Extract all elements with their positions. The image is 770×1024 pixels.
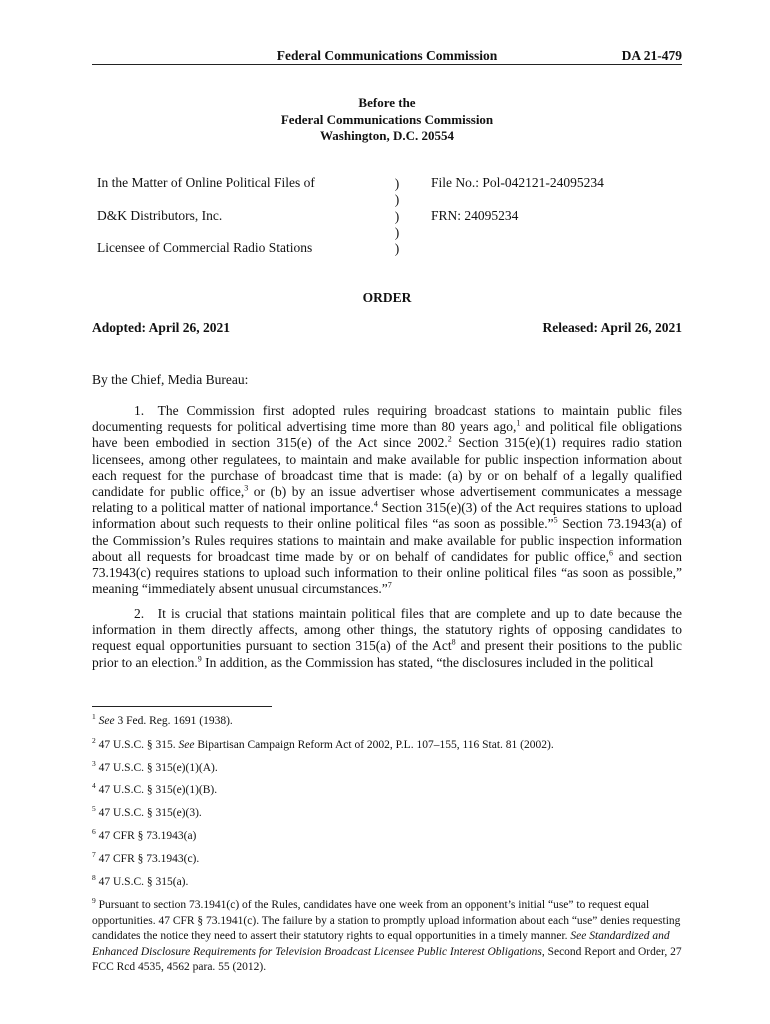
footnote-signal: See [98,715,115,727]
para-text: Section 315(e)(3) of the Act requires stations to upload information about such requests to their online political files “as soon as possible.” [92,500,682,532]
before-line: Before the [358,95,416,110]
footnote-ref[interactable]: 9 [197,654,202,664]
caption-licensee: Licensee of Commercial Radio Stations [97,240,313,255]
footnote-number: 2 [92,736,96,746]
para-text: Section 315(e)(1) requires radio station licensees, among other regulatees, to maintain and make available for public inspection information about each request for the purchase of broadcast time that is made: (a) by or on behalf of a legally qualified candidate for public office, [92,435,682,500]
footnote-ref[interactable]: 1 [516,418,521,428]
footnote-ref[interactable]: 4 [373,499,378,509]
footnote-text: 47 U.S.C. § 315(a). [95,876,189,888]
paren: ) [394,224,400,240]
paragraph-1 [92,403,682,597]
para-text: Section 73.1943(a) of the Commission’s Rules requires stations to maintain and make available for public inspection information about all requests for broadcast time made by or on behalf of candidates for public office, [92,516,682,564]
footnote-4 [92,783,682,799]
footnote-number: 5 [92,804,96,814]
caption-party: D&K Distributors, Inc. [97,208,223,223]
running-header [92,48,682,65]
footnote-5 [92,806,682,822]
footnote-text: 47 CFR § 73.1943(c). [95,853,200,865]
footnote-8 [92,875,682,891]
by-line: By the Chief, Media Bureau: [92,372,249,387]
footnote-citation-title: See Standardized and Enhanced Disclosure Requirements for Television Broadcast Licensee Public Interest Obligations [92,930,670,958]
before-block [92,95,682,145]
footnote-text: 47 CFR § 73.1943(a) [95,830,197,842]
footnote-text: Bipartisan Campaign Reform Act of 2002, P.L. 107–155, 116 Stat. 81 (2002). [194,739,554,751]
commission-name: Federal Communications Commission [280,111,494,127]
paren: ) [394,208,400,224]
footnote-6 [92,829,682,845]
footnote-ref[interactable]: 3 [244,483,249,493]
caption-parentheses [392,176,402,257]
para-text: and political file obligations have been embodied in section 315(e) of the Act since 2002. [92,419,683,451]
para-text: 1. The Commission first adopted rules requiring broadcast stations to maintain public files documenting requests for political advertising time more than 80 years ago, [92,403,682,435]
footnote-text: 47 U.S.C. § 315(e)(1)(B). [95,784,218,796]
footnote-number: 6 [92,827,96,837]
caption-matter: In the Matter of Online Political Files of [97,175,315,190]
caption-frn: FRN: 24095234 [431,208,519,223]
paragraph-2 [92,606,682,671]
footnote-7 [92,852,682,868]
footnote-number: 8 [92,873,96,883]
footnote-text: 47 U.S.C. § 315(e)(3). [95,807,202,819]
footnote-ref[interactable]: 2 [447,434,452,444]
footnote-text: 47 U.S.C. § 315. [95,739,179,751]
footnote-text: Pursuant to section 73.1941(c) of the Rules, candidates have one week from an opponent’s initial “use” to request equal opportunities. 47 CFR § 73.1941(c). The failure by a station to promptly upload information about each “use” denies requesting candidates the notice they need to assert their statutory rights to equal opportunities in a timely manner. [92,899,681,942]
adopted-date: Adopted: April 26, 2021 [92,320,231,335]
footnote-number: 9 [92,896,96,906]
footnote-9 [92,898,682,976]
footnote-ref[interactable]: 7 [387,580,392,590]
dates-line [92,320,682,336]
released-date: Released: April 26, 2021 [542,320,682,335]
footnote-number: 7 [92,850,96,860]
header-agency: Federal Communications Commission [276,48,498,63]
footnote-1 [92,714,682,730]
commission-address: Washington, D.C. 20554 [320,128,454,143]
footnote-text: 47 U.S.C. § 315(e)(1)(A). [95,762,218,774]
footnote-text: 3 Fed. Reg. 1691 (1938). [114,715,233,727]
para-text: or (b) by an issue advertiser whose advertisement communicates a message relating to a political matter of national importance. [92,484,682,516]
footnote-ref[interactable]: 8 [451,637,456,647]
footnote-divider [92,706,272,707]
para-text: 2. It is crucial that stations maintain political files that are complete and up to date because the information in them directly affects, among other things, the statutory rights of opposing candidates to request equal opportunities pursuant to section 315(a) of the Act [92,606,682,654]
footnote-number: 3 [92,759,96,769]
para-text: In addition, as the Commission has stated, “the disclosures included in the political [201,654,654,670]
footnote-number: 4 [92,781,96,791]
header-docket-number: DA 21-479 [621,48,682,63]
paren: ) [394,176,400,191]
footnote-number: 1 [92,712,96,722]
footnote-ref[interactable]: 6 [609,548,614,558]
document-title: ORDER [362,290,412,305]
footnote-text: , Second Report and Order, 27 FCC Rcd 4535, 4562 para. 55 (2012). [92,945,682,973]
paren: ) [394,192,400,208]
caption-file-number: File No.: Pol-042121-24095234 [431,175,604,190]
footnote-ref[interactable]: 5 [553,515,558,525]
para-text: and present their positions to the public prior to an election. [92,638,682,670]
paren: ) [394,241,400,257]
para-text: and section 73.1943(c) requires stations to upload such information to their online political files “as soon as possible,” meaning “immediately absent unusual circumstances.” [92,548,682,597]
footnote-2 [92,738,682,754]
footnote-signal: See [178,739,195,751]
footnote-3 [92,761,682,777]
